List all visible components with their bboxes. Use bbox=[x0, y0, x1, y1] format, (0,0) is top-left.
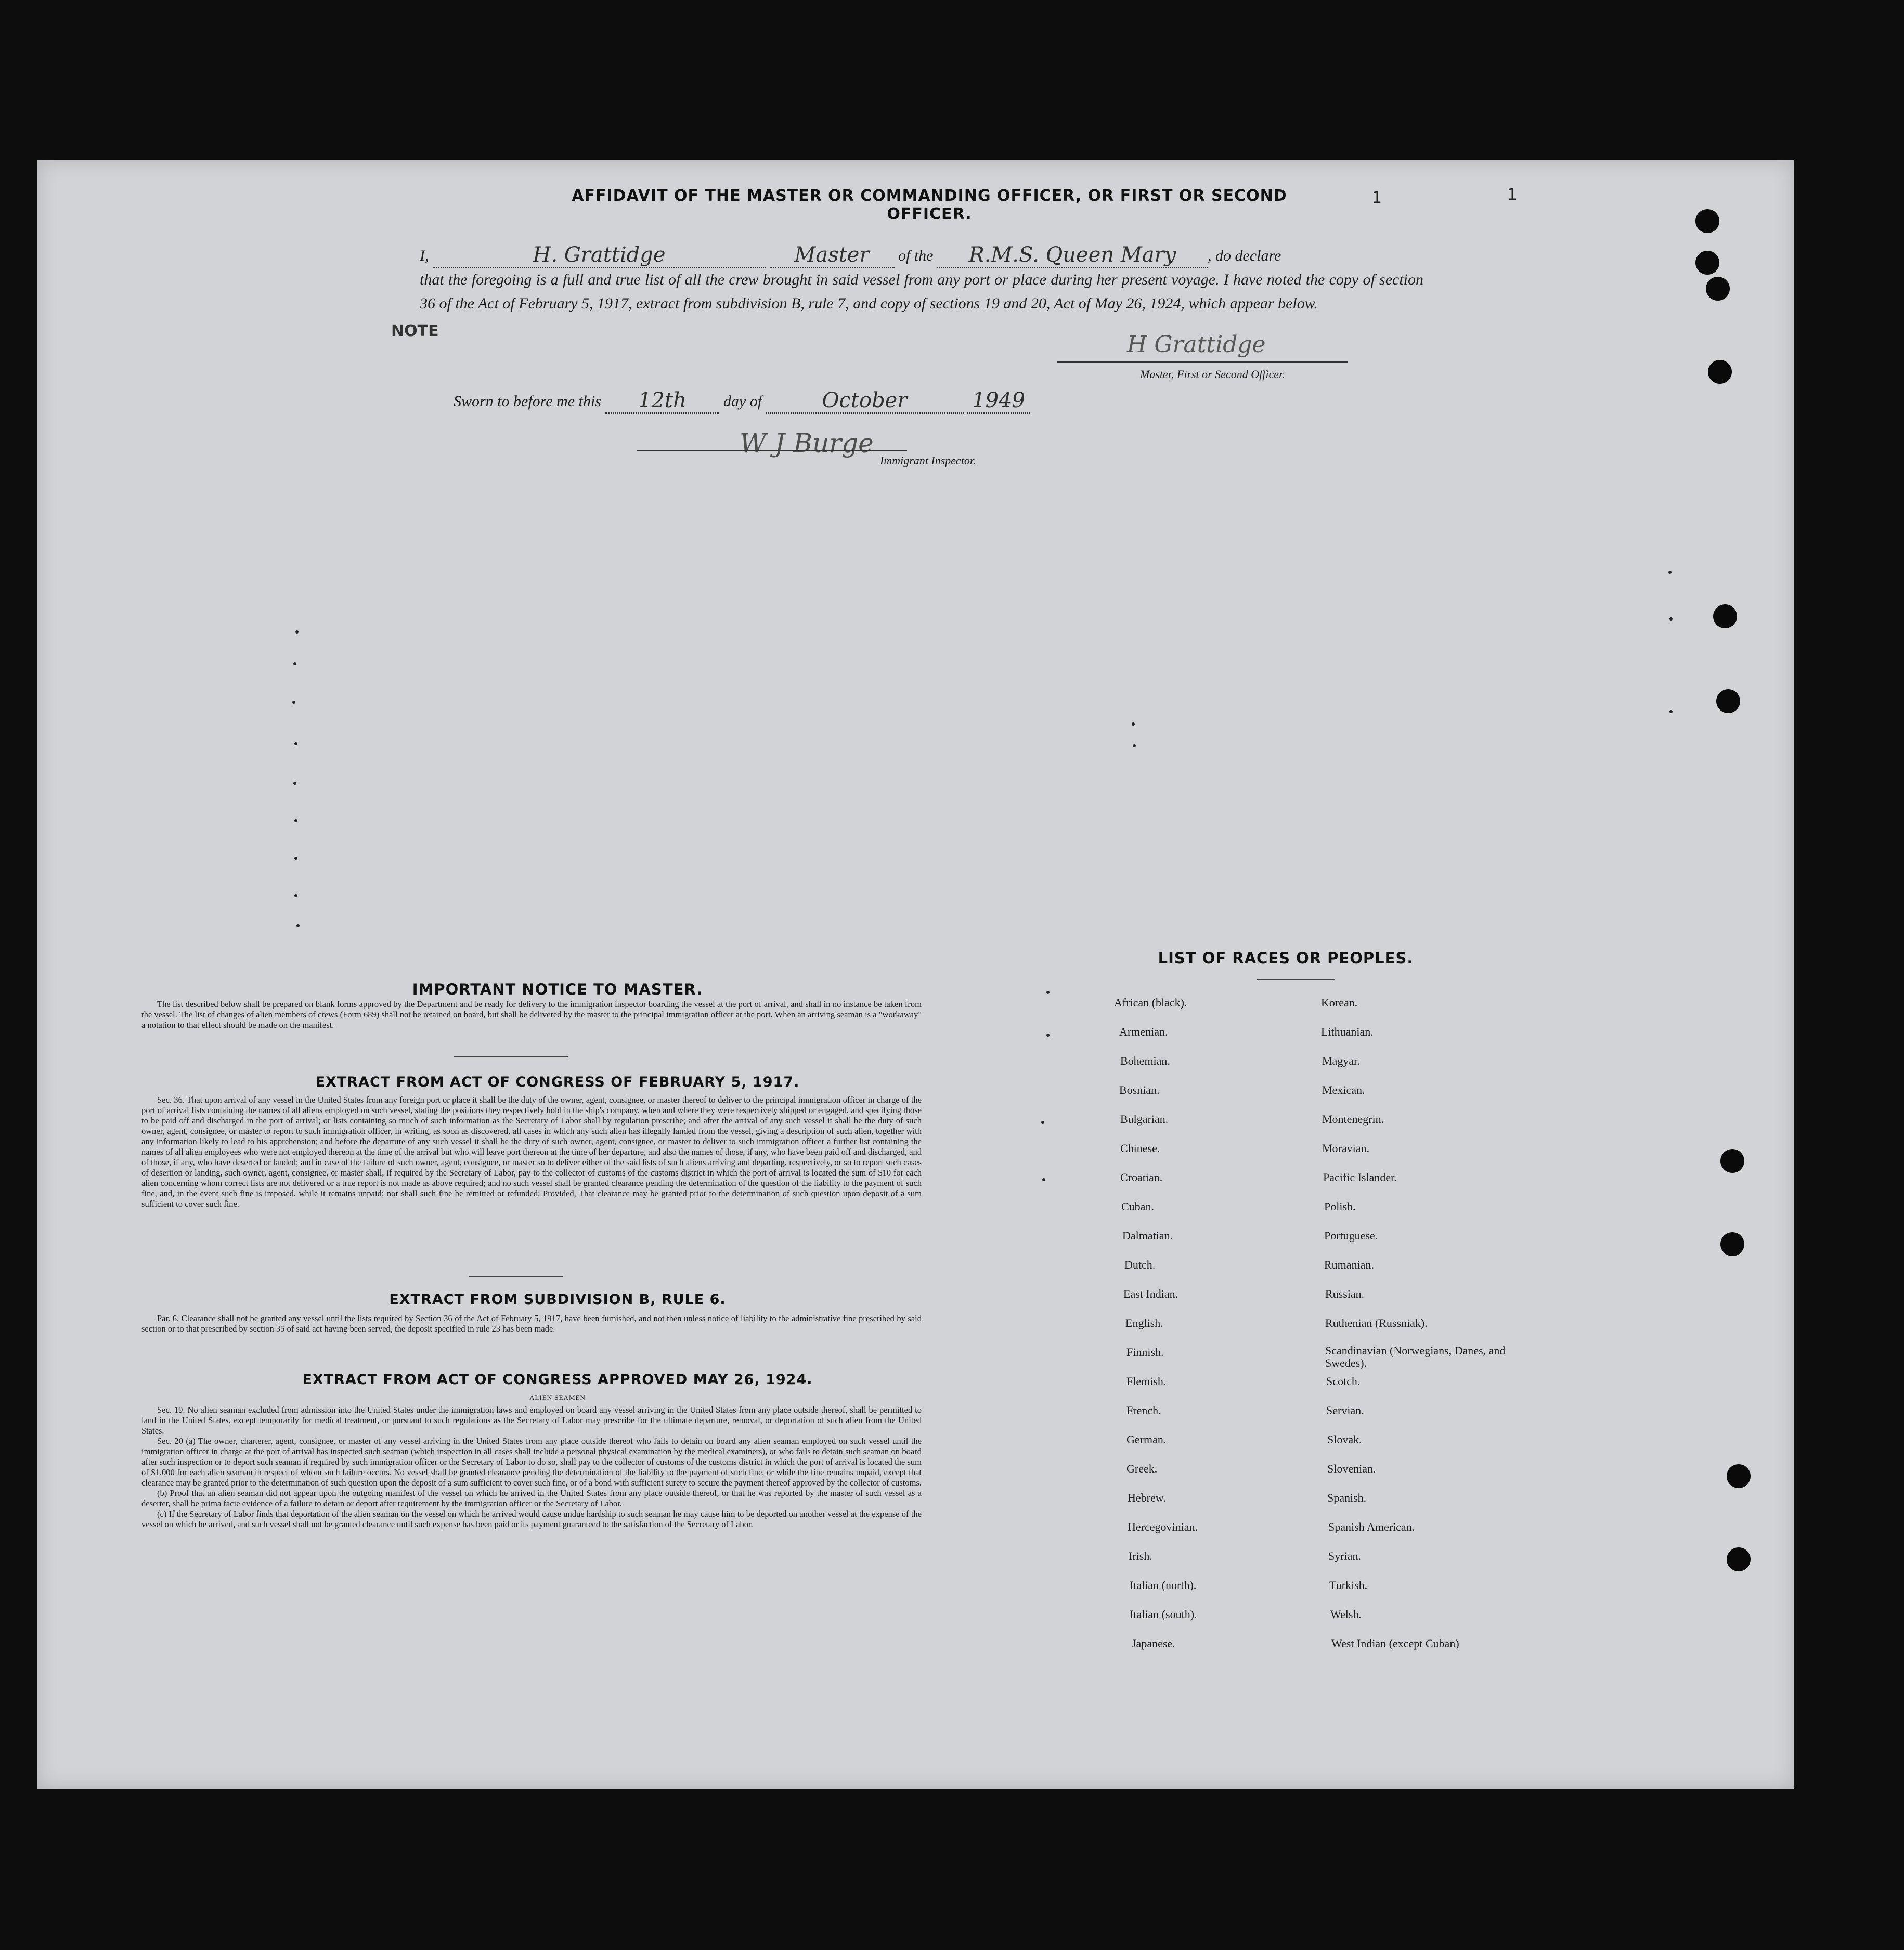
extract-1924-title: EXTRACT FROM ACT OF CONGRESS APPROVED MAY 26, 1924. bbox=[302, 1372, 813, 1388]
race-item: Bohemian. bbox=[1120, 1054, 1170, 1067]
registration-dot bbox=[293, 782, 296, 785]
race-item: Scandinavian (Norwegians, Danes, and Swedes). bbox=[1325, 1344, 1506, 1370]
race-item: Italian (north). bbox=[1130, 1579, 1197, 1592]
punch-hole bbox=[1727, 1547, 1751, 1571]
declaration-body: that the foregoing is a full and true list of all the crew brought in said vessel from any port or place during her present voyage. I have noted the copy of section 36 of the Act of February 5, 1917, extract from subdivision B, rule 7, and copy of sections 19 and 20, Act of May 26, 1924, which appear below. bbox=[420, 271, 1423, 312]
master-name-field: H. Grattidge bbox=[433, 243, 766, 268]
race-item: Magyar. bbox=[1322, 1054, 1360, 1067]
race-item: Slovak. bbox=[1327, 1433, 1362, 1446]
punch-hole bbox=[1716, 689, 1740, 713]
extract-1924-paragraph: Sec. 20 (a) The owner, charterer, agent, consignee, or master of any vessel arriving in the United States from any place outside thereof who fails to detain on board any alien seaman employed on such vessel until the immigration officer in charge at the port of arrival has inspected such seaman (which inspection in all cases shall include a personal physical examination by the medical examiners), or who fails to detain such seaman on board after such inspection or to deport such seaman if required by such immigration officer or the Secretary of Labor to do so, shall pay to the collector of customs of the customs district in which the port of arrival is located the sum of $1,000 for each alien seaman in respect of whom such failure occurs. No vessel shall be granted clearance pending the determination of the liability to the payment of such fine, or while the fine remains unpaid, except that clearance may be granted prior to the determination of such question upon the deposit of a sum sufficient to cover such fine, or of a bond with sufficient surety to secure the payment thereof approved by the collector of customs. bbox=[141, 1436, 922, 1488]
race-item: Pacific Islander. bbox=[1323, 1171, 1397, 1184]
race-item: French. bbox=[1126, 1404, 1161, 1417]
race-item: Croatian. bbox=[1120, 1171, 1163, 1184]
section-divider bbox=[454, 1056, 568, 1057]
race-item: Slovenian. bbox=[1327, 1462, 1376, 1475]
race-item: Irish. bbox=[1129, 1549, 1152, 1562]
notice-paragraph: The list described below shall be prepared on blank forms approved by the Department and be ready for delivery to the immigration inspector boarding the vessel at the port of arrival, and shall in no instance be taken from the vessel. The list of changes of alien members of crews (Form 689) shall not be retained on board, but shall be delivered by the master to the principal immigration officer at the port. When an arriving seaman is a "workaway" a notation to that effect should be made on the manifest. bbox=[141, 999, 922, 1030]
affidavit-title: AFFIDAVIT OF THE MASTER OR COMMANDING OFFICER, OR FIRST OR SECOND OFFICER. bbox=[572, 187, 1287, 223]
race-item: Dutch. bbox=[1124, 1258, 1156, 1271]
race-item: Ruthenian (Russniak). bbox=[1325, 1316, 1428, 1329]
punch-hole bbox=[1695, 209, 1719, 233]
race-item: Servian. bbox=[1326, 1404, 1364, 1417]
race-item: Cuban. bbox=[1121, 1200, 1154, 1213]
margin-mark: 1 bbox=[1372, 189, 1382, 207]
registration-dot bbox=[1042, 1178, 1045, 1181]
race-item: Lithuanian. bbox=[1321, 1025, 1374, 1038]
punch-hole bbox=[1713, 604, 1737, 628]
extract-1917-paragraph: Sec. 36. That upon arrival of any vessel in the United States from any foreign port or place it shall be the duty of the owner, agent, consignee, or master thereof to deliver to the principal immigration officer in charge of the port of arrival lists containing the names of all aliens employed on such vessel, stating the positions they respectively hold in the ship's company, when and where they were respectively shipped or engaged, and specifying those to be paid off and discharged in the port of arrival; or lists containing so much of such information as the Secretary of Labor shall by regulation prescribe; and after the arrival of any such vessel it shall be the duty of such owner, agent, consignee, or master to report to such immigration officer, in writing, as soon as discovered, all cases in which any such alien has illegally landed from the vessel, giving a description of such alien, together with any information likely to lead to his apprehension; and before the departure of any such vessel it shall be the duty of such owner, agent, consignee, or master to deliver to such immigration officer a further list containing the names of all alien employees who were not employed thereon at the time of the arrival but who will leave port thereon at the time of her departure, and also the names of those, if any, who have been paid off and discharged, and of those, if any, who have deserted or landed; and in case of the failure of such owner, agent, consignee, or master so to deliver either of the said lists of such aliens arriving and departing, respectively, or so to report such cases of desertion or landing, such owner, agent, consignee, or master shall, if required by the Secretary of Labor, pay to the collector of customs of the customs district in which the port of arrival is located the sum of $10 for each alien concerning whom correct lists are not delivered or a true report is not made as above required; and no such vessel shall be granted clearance pending the determination of the question of the liability to the payment of such fine, and, in the event such fine is imposed, while it remains unpaid; nor shall such fine be remitted or refunded: Provided, That clearance may be granted prior to the determination of such question upon deposit of a sum sufficient to cover such fine. bbox=[141, 1095, 922, 1209]
registration-dot bbox=[295, 630, 299, 634]
rank-field: Master bbox=[770, 243, 895, 268]
race-item: Chinese. bbox=[1120, 1142, 1160, 1155]
margin-mark: 1 bbox=[1507, 186, 1518, 204]
document-sheet bbox=[37, 160, 1794, 1789]
race-item: Rumanian. bbox=[1324, 1258, 1374, 1271]
extract-1917-text bbox=[141, 1095, 922, 1209]
race-item: Hebrew. bbox=[1128, 1491, 1166, 1504]
race-item: Polish. bbox=[1324, 1200, 1356, 1213]
extract-1924-subtitle: ALIEN SEAMEN bbox=[529, 1393, 586, 1401]
race-item: Finnish. bbox=[1126, 1346, 1164, 1359]
extract-1924-paragraph: Sec. 19. No alien seaman excluded from admission into the United States under the immigration laws and employed on board any vessel arriving in the United States from any place outside thereof, shall be permitted to land in the United States, except temporarily for medical treatment, or pursuant to such regulations as the Secretary of Labor may prescribe for the ultimate departure, removal, or deportation of such alien from the United States. bbox=[141, 1405, 922, 1436]
race-item: Bosnian. bbox=[1119, 1083, 1160, 1096]
race-item: Italian (south). bbox=[1130, 1608, 1197, 1621]
registration-dot bbox=[294, 857, 297, 860]
race-item: Hercegovinian. bbox=[1128, 1520, 1198, 1533]
extract-1924-paragraph: (c) If the Secretary of Labor finds that deportation of the alien seaman on the vessel on which he arrived would cause undue hardship to such seaman he may cause him to be deported on another vessel at the expense of the vessel on which he arrived, and such vessel shall not be granted clearance until such expense has been paid or its payment guaranteed to the satisfaction of the Secretary of Labor. bbox=[141, 1509, 922, 1529]
races-title: LIST OF RACES OR PEOPLES. bbox=[1158, 949, 1414, 967]
extract-1924-paragraph: (b) Proof that an alien seaman did not appear upon the outgoing manifest of the vessel on which he arrived in the United States from any place outside thereof, or that he was reported by the master of such vessel as a deserter, shall be prima facie evidence of a failure to detain or deport after requirement by the immigration officer or the Secretary of Labor. bbox=[141, 1488, 922, 1508]
race-item: Scotch. bbox=[1326, 1375, 1361, 1388]
race-item: Welsh. bbox=[1330, 1608, 1362, 1621]
punch-hole bbox=[1727, 1464, 1751, 1488]
registration-dot bbox=[1046, 1034, 1050, 1037]
notice-title: IMPORTANT NOTICE TO MASTER. bbox=[412, 980, 703, 998]
registration-dot bbox=[1669, 617, 1673, 621]
extract-1917-title: EXTRACT FROM ACT OF CONGRESS OF FEBRUARY 5, 1917. bbox=[315, 1074, 800, 1090]
punch-hole bbox=[1720, 1149, 1744, 1173]
declaration-block bbox=[420, 243, 1423, 316]
notice-text bbox=[141, 999, 922, 1030]
race-item: Armenian. bbox=[1119, 1025, 1168, 1038]
sworn-day-field: 12th bbox=[605, 389, 719, 414]
vessel-name-field: R.M.S. Queen Mary bbox=[937, 243, 1208, 268]
race-item: Turkish. bbox=[1329, 1579, 1368, 1592]
registration-dot bbox=[292, 701, 295, 704]
race-item: Montenegrin. bbox=[1322, 1113, 1384, 1126]
race-item: Flemish. bbox=[1126, 1375, 1167, 1388]
inspector-caption: Immigrant Inspector. bbox=[880, 454, 976, 467]
signature-caption: Master, First or Second Officer. bbox=[1140, 368, 1285, 381]
master-signature bbox=[1124, 321, 1322, 363]
sworn-prefix: Sworn to before me this bbox=[454, 393, 601, 410]
punch-hole bbox=[1695, 251, 1719, 275]
race-item: Russian. bbox=[1325, 1287, 1365, 1300]
punch-hole bbox=[1708, 360, 1732, 384]
registration-dot bbox=[1132, 722, 1135, 726]
punch-hole bbox=[1706, 277, 1730, 301]
registration-dot bbox=[1041, 1121, 1044, 1124]
race-item: Korean. bbox=[1321, 996, 1358, 1009]
signature-line bbox=[1057, 361, 1348, 363]
registration-dot bbox=[294, 894, 297, 897]
registration-dot bbox=[296, 924, 300, 927]
of-the-text: of the bbox=[898, 247, 934, 264]
sworn-day-of: day of bbox=[723, 393, 762, 410]
punch-hole bbox=[1720, 1232, 1744, 1256]
sworn-line bbox=[454, 389, 1130, 414]
race-item: Greek. bbox=[1126, 1462, 1158, 1475]
race-item: German. bbox=[1126, 1433, 1167, 1446]
registration-dot bbox=[294, 819, 297, 822]
extract-rule6-title: EXTRACT FROM SUBDIVISION B, RULE 6. bbox=[389, 1292, 726, 1308]
race-item: Dalmatian. bbox=[1122, 1229, 1173, 1242]
section-divider bbox=[469, 1276, 563, 1277]
declaration-intro: I, bbox=[420, 247, 429, 264]
registration-dot bbox=[1669, 710, 1673, 713]
section-divider bbox=[1257, 979, 1335, 980]
sworn-month-field: October bbox=[766, 389, 964, 414]
extract-1924-text bbox=[141, 1405, 922, 1530]
race-item: Japanese. bbox=[1132, 1637, 1175, 1650]
race-item: East Indian. bbox=[1123, 1287, 1178, 1300]
race-item: Spanish. bbox=[1327, 1491, 1367, 1504]
race-item: West Indian (except Cuban) bbox=[1331, 1637, 1459, 1650]
master-signature-text: H Grattidge bbox=[1127, 331, 1266, 358]
do-declare-text: , do declare bbox=[1208, 247, 1281, 264]
race-item: Bulgarian. bbox=[1120, 1113, 1169, 1126]
race-item: Moravian. bbox=[1322, 1142, 1370, 1155]
registration-dot bbox=[1668, 571, 1672, 574]
race-item: African (black). bbox=[1114, 996, 1187, 1009]
inspector-signature-text: W J Burge bbox=[740, 428, 874, 458]
race-item: English. bbox=[1125, 1316, 1163, 1329]
race-item: Mexican. bbox=[1322, 1083, 1365, 1096]
race-item: Spanish American. bbox=[1328, 1520, 1415, 1533]
registration-dot bbox=[293, 662, 296, 665]
race-item: Syrian. bbox=[1328, 1549, 1361, 1562]
extract-rule6-paragraph: Par. 6. Clearance shall not be granted any vessel until the lists required by Section 36 of the Act of February 5, 1917, have been furnished, and not then unless notice of liability to the administrative fine prescribed by said section or to that prescribed by section 35 of said act having been served, the deposit specified in rule 23 has been made. bbox=[141, 1313, 922, 1334]
registration-dot bbox=[294, 742, 297, 745]
registration-dot bbox=[1133, 744, 1136, 747]
inspector-signature-line bbox=[637, 450, 907, 451]
sworn-year-field: 1949 bbox=[967, 389, 1030, 414]
margin-note-mark: NOTE bbox=[391, 322, 439, 340]
extract-rule6-text bbox=[141, 1313, 922, 1334]
registration-dot bbox=[1046, 991, 1050, 994]
race-item: Portuguese. bbox=[1324, 1229, 1378, 1242]
